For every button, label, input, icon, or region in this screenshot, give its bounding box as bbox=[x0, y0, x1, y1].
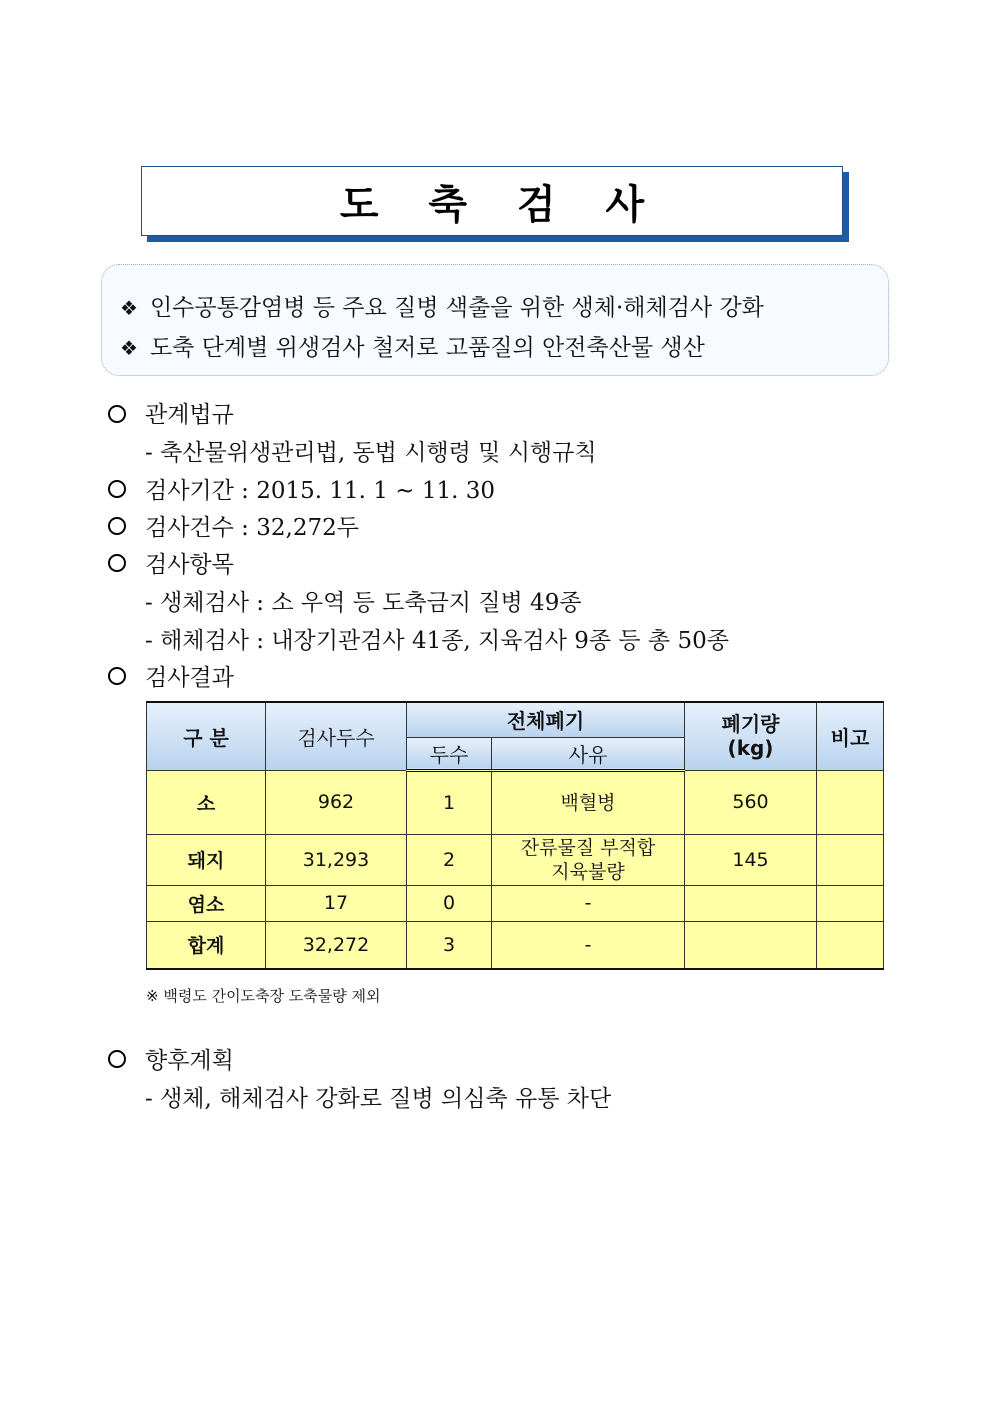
circle-bullet-icon bbox=[108, 405, 126, 423]
items-live: - 생체검사 : 소 우역 등 도축금지 질병 49종 bbox=[145, 590, 582, 616]
cell-heads: 1 bbox=[407, 770, 492, 834]
cell-heads: 2 bbox=[407, 834, 492, 885]
summary-box bbox=[101, 264, 889, 376]
cell-category: 돼지 bbox=[147, 834, 266, 885]
result-heading: 검사결과 bbox=[145, 665, 234, 691]
circle-bullet-icon bbox=[108, 667, 126, 685]
title-frame bbox=[141, 166, 843, 236]
cell-reason: 백혈병 bbox=[492, 770, 685, 834]
header-heads: 두수 bbox=[407, 737, 492, 770]
table-row bbox=[147, 770, 884, 834]
summary-item bbox=[120, 329, 705, 362]
summary-item bbox=[120, 289, 764, 322]
plan-heading: 향후계획 bbox=[145, 1048, 234, 1074]
items-heading: 검사항목 bbox=[145, 552, 234, 578]
circle-bullet-icon bbox=[108, 554, 126, 572]
cell-inspected: 17 bbox=[266, 885, 407, 921]
cell-inspected: 32,272 bbox=[266, 921, 407, 969]
cell-amount: 145 bbox=[685, 834, 817, 885]
diamond-cluster-icon: ❖ bbox=[120, 336, 138, 360]
cell-remarks bbox=[817, 770, 884, 834]
page-title: 도 축 검 사 bbox=[339, 181, 663, 228]
cell-category: 염소 bbox=[147, 885, 266, 921]
cell-reason: - bbox=[492, 921, 685, 969]
law-heading: 관계법규 bbox=[145, 402, 234, 428]
circle-bullet-icon bbox=[108, 1050, 126, 1068]
cell-amount bbox=[685, 885, 817, 921]
table-row bbox=[147, 885, 884, 921]
summary-text: 도축 단계별 위생검사 철저로 고품질의 안전축산물 생산 bbox=[149, 335, 705, 361]
cell-category: 합계 bbox=[147, 921, 266, 969]
header-remarks: 비고 bbox=[817, 702, 884, 770]
cell-amount: 560 bbox=[685, 770, 817, 834]
cell-remarks bbox=[817, 834, 884, 885]
cell-reason: 잔류물질 부적합 지육불량 bbox=[492, 834, 685, 885]
circle-bullet-icon bbox=[108, 517, 126, 535]
title-box bbox=[141, 166, 843, 236]
cell-remarks bbox=[817, 921, 884, 969]
diamond-cluster-icon: ❖ bbox=[120, 296, 138, 320]
results-table bbox=[146, 701, 884, 970]
cell-remarks bbox=[817, 885, 884, 921]
summary-text: 인수공통감염병 등 주요 질병 색출을 위한 생체·해체검사 강화 bbox=[149, 295, 764, 321]
table-row bbox=[147, 921, 884, 969]
law-detail: - 축산물위생관리법, 동법 시행령 및 시행규칙 bbox=[145, 440, 597, 466]
inspection-period: 검사기간 : 2015. 11. 1 ~ 11. 30 bbox=[145, 478, 495, 504]
cell-reason: - bbox=[492, 885, 685, 921]
header-category: 구 분 bbox=[147, 702, 266, 770]
circle-bullet-icon bbox=[108, 480, 126, 498]
items-carcass: - 해체검사 : 내장기관검사 41종, 지육검사 9종 등 총 50종 bbox=[145, 628, 729, 654]
header-disposal-amount: 폐기량 (kg) bbox=[685, 702, 817, 770]
header-reason: 사유 bbox=[492, 737, 685, 770]
cell-amount bbox=[685, 921, 817, 969]
cell-heads: 3 bbox=[407, 921, 492, 969]
cell-inspected: 31,293 bbox=[266, 834, 407, 885]
header-inspected: 검사두수 bbox=[266, 702, 407, 770]
table-note: ※ 백령도 간이도축장 도축물량 제외 bbox=[146, 987, 381, 1005]
cell-inspected: 962 bbox=[266, 770, 407, 834]
inspection-count: 검사건수 : 32,272두 bbox=[145, 515, 359, 541]
header-total-disposal: 전체폐기 bbox=[407, 702, 685, 737]
cell-category: 소 bbox=[147, 770, 266, 834]
table-row bbox=[147, 834, 884, 885]
plan-detail: - 생체, 해체검사 강화로 질병 의심축 유통 차단 bbox=[145, 1086, 612, 1112]
cell-heads: 0 bbox=[407, 885, 492, 921]
